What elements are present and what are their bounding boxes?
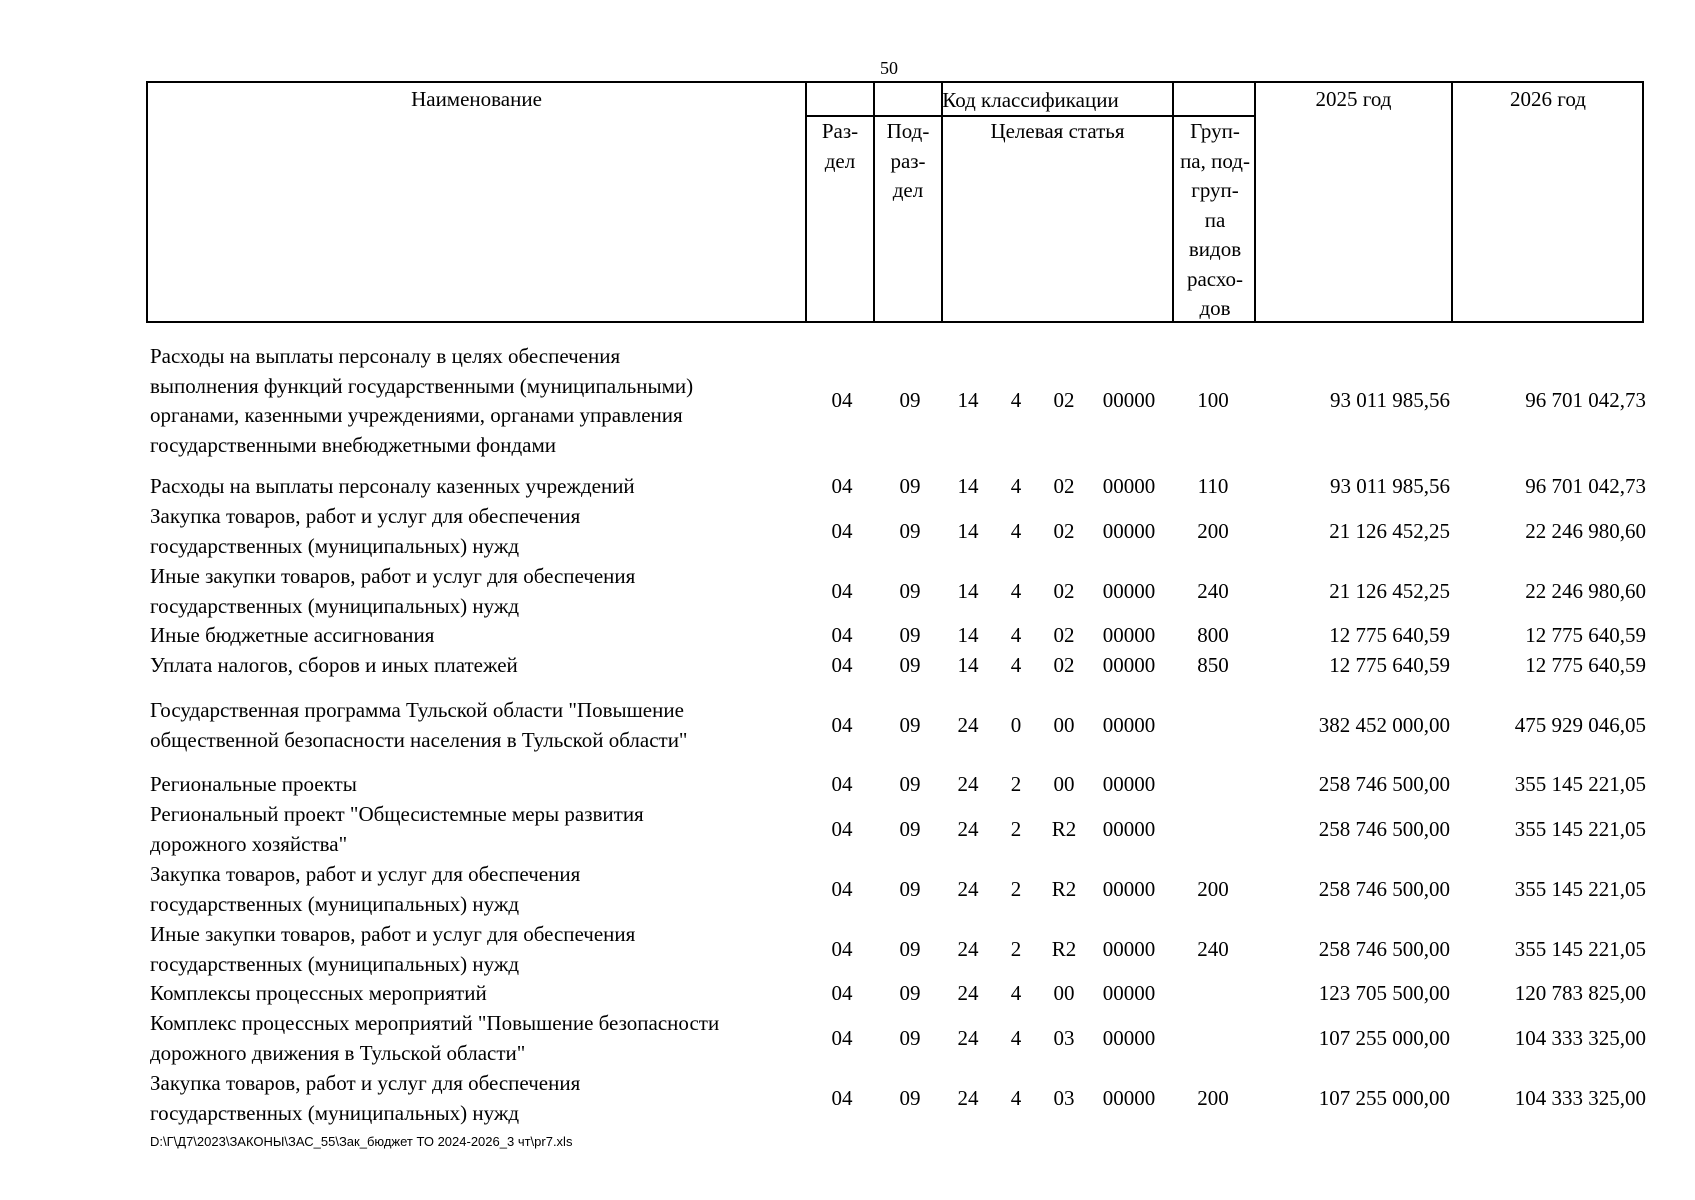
cell-target-article-2: 4 <box>1010 652 1022 677</box>
cell-2025: 258 746 500,00 <box>1318 816 1450 841</box>
cell-podrazdel: 09 <box>899 771 921 796</box>
cell-target-article-3: 03 <box>1053 1025 1075 1050</box>
cell-target-article-2: 4 <box>1010 1085 1022 1110</box>
cell-target-article-2: 2 <box>1010 816 1022 841</box>
cell-podrazdel: 09 <box>899 622 921 647</box>
cell-2026: 355 145 221,05 <box>1514 936 1646 961</box>
cell-razdel: 04 <box>831 518 853 543</box>
page-number: 50 <box>880 58 898 78</box>
header-year-2026: 2026 год <box>1510 87 1586 111</box>
cell-2026: 475 929 046,05 <box>1514 712 1646 737</box>
cell-name: Иные бюджетные ассигнования <box>150 623 435 647</box>
cell-target-article-1: 24 <box>957 980 979 1005</box>
cell-2025: 21 126 452,25 <box>1329 518 1450 543</box>
cell-2025: 258 746 500,00 <box>1318 876 1450 901</box>
cell-2025: 12 775 640,59 <box>1329 622 1450 647</box>
cell-target-article-4: 00000 <box>1102 1025 1156 1050</box>
cell-group: 240 <box>1197 936 1229 961</box>
cell-target-article-4: 00000 <box>1102 712 1156 737</box>
cell-2025: 258 746 500,00 <box>1318 771 1450 796</box>
cell-2026: 96 701 042,73 <box>1525 388 1646 412</box>
cell-razdel: 04 <box>831 1085 853 1110</box>
cell-target-article-4: 00000 <box>1102 876 1156 901</box>
cell-target-article-3: 02 <box>1053 388 1075 412</box>
cell-razdel: 04 <box>831 1025 853 1050</box>
cell-target-article-1: 24 <box>957 876 979 901</box>
cell-podrazdel: 09 <box>899 816 921 841</box>
cell-target-article-3: 00 <box>1053 980 1075 1005</box>
cell-target-article-1: 24 <box>957 712 979 737</box>
cell-target-article-1: 14 <box>957 473 979 498</box>
cell-name: Расходы на выплаты персоналу в целях обеспечения выполнения функций государственными (муниципальными) органами, казенными учреждениями, органами управления государственными внебюджетными фондами <box>150 344 694 457</box>
cell-2026: 22 246 980,60 <box>1525 518 1646 543</box>
cell-razdel: 04 <box>831 388 853 412</box>
cell-podrazdel: 09 <box>899 473 921 498</box>
cell-2026: 104 333 325,00 <box>1514 1025 1646 1050</box>
header-target-article: Целевая статья <box>990 119 1125 143</box>
cell-name: Комплекс процессных мероприятий "Повышение безопасности дорожного движения в Тульской области" <box>150 1011 720 1065</box>
cell-razdel: 04 <box>831 876 853 901</box>
cell-podrazdel: 09 <box>899 936 921 961</box>
header-code-classification: Код классификации <box>942 88 1119 112</box>
cell-2025: 123 705 500,00 <box>1318 980 1450 1005</box>
cell-target-article-4: 00000 <box>1102 652 1156 677</box>
cell-target-article-1: 24 <box>957 1025 979 1050</box>
cell-target-article-4: 00000 <box>1102 388 1156 412</box>
cell-2026: 120 783 825,00 <box>1514 980 1646 1005</box>
cell-target-article-4: 00000 <box>1102 622 1156 647</box>
cell-2025: 382 452 000,00 <box>1318 712 1450 737</box>
cell-name: Иные закупки товаров, работ и услуг для обеспечения государственных (муниципальных) нужд <box>150 564 636 618</box>
cell-razdel: 04 <box>831 712 853 737</box>
cell-target-article-3: R2 <box>1051 936 1077 961</box>
cell-target-article-2: 4 <box>1010 980 1022 1005</box>
cell-razdel: 04 <box>831 652 853 677</box>
cell-target-article-4: 00000 <box>1102 578 1156 603</box>
cell-2025: 21 126 452,25 <box>1329 578 1450 603</box>
cell-group: 200 <box>1197 518 1229 543</box>
cell-target-article-4: 00000 <box>1102 936 1156 961</box>
cell-name: Иные закупки товаров, работ и услуг для обеспечения государственных (муниципальных) нужд <box>150 922 636 976</box>
cell-name: Комплексы процессных мероприятий <box>150 981 487 1005</box>
cell-2026: 355 145 221,05 <box>1514 876 1646 901</box>
cell-target-article-1: 24 <box>957 936 979 961</box>
cell-target-article-4: 00000 <box>1102 816 1156 841</box>
cell-group: 200 <box>1197 876 1229 901</box>
header-razdel: Раз- дел <box>821 119 859 173</box>
cell-target-article-2: 4 <box>1010 578 1022 603</box>
cell-2026: 96 701 042,73 <box>1525 473 1646 498</box>
cell-razdel: 04 <box>831 578 853 603</box>
cell-target-article-3: 02 <box>1053 578 1075 603</box>
cell-target-article-2: 4 <box>1010 518 1022 543</box>
cell-target-article-3: 02 <box>1053 652 1075 677</box>
cell-razdel: 04 <box>831 473 853 498</box>
cell-target-article-3: R2 <box>1051 876 1077 901</box>
cell-podrazdel: 09 <box>899 876 921 901</box>
cell-target-article-2: 4 <box>1010 1025 1022 1050</box>
cell-2025: 107 255 000,00 <box>1318 1025 1450 1050</box>
cell-target-article-1: 14 <box>957 652 979 677</box>
header-year-2025: 2025 год <box>1315 87 1392 111</box>
cell-target-article-2: 2 <box>1010 876 1022 901</box>
cell-target-article-2: 0 <box>1010 712 1022 737</box>
cell-razdel: 04 <box>831 980 853 1005</box>
cell-target-article-1: 14 <box>957 518 979 543</box>
cell-podrazdel: 09 <box>899 980 921 1005</box>
cell-target-article-3: 00 <box>1053 771 1075 796</box>
cell-name: Региональные проекты <box>150 772 357 796</box>
cell-target-article-3: 03 <box>1053 1085 1075 1110</box>
cell-target-article-3: 00 <box>1053 712 1075 737</box>
cell-target-article-3: 02 <box>1053 473 1075 498</box>
cell-2026: 355 145 221,05 <box>1514 771 1646 796</box>
cell-name: Государственная программа Тульской области "Повышение общественной безопасности населения в Тульской области" <box>150 698 688 752</box>
cell-target-article-1: 14 <box>957 578 979 603</box>
cell-2026: 355 145 221,05 <box>1514 816 1646 841</box>
cell-target-article-3: 02 <box>1053 518 1075 543</box>
cell-target-article-1: 24 <box>957 1085 979 1110</box>
cell-2026: 12 775 640,59 <box>1525 652 1646 677</box>
header-name: Наименование <box>411 87 542 111</box>
cell-razdel: 04 <box>831 771 853 796</box>
cell-group: 800 <box>1197 622 1229 647</box>
cell-2026: 12 775 640,59 <box>1525 622 1646 647</box>
cell-target-article-1: 14 <box>957 388 979 412</box>
cell-name: Региональный проект "Общесистемные меры развития дорожного хозяйства" <box>150 802 644 856</box>
cell-2025: 258 746 500,00 <box>1318 936 1450 961</box>
cell-name: Закупка товаров, работ и услуг для обеспечения государственных (муниципальных) нужд <box>150 862 581 916</box>
cell-group: 240 <box>1197 578 1229 603</box>
cell-2025: 93 011 985,56 <box>1330 388 1450 412</box>
cell-target-article-2: 2 <box>1010 771 1022 796</box>
cell-target-article-3: 02 <box>1053 622 1075 647</box>
cell-target-article-1: 14 <box>957 622 979 647</box>
cell-razdel: 04 <box>831 936 853 961</box>
cell-group: 110 <box>1197 473 1229 498</box>
cell-target-article-2: 4 <box>1010 622 1022 647</box>
cell-podrazdel: 09 <box>899 1025 921 1050</box>
cell-name: Закупка товаров, работ и услуг для обеспечения государственных (муниципальных) нужд <box>150 1071 581 1125</box>
file-path: D:\Г\Д7\2023\ЗАКОНЫ\ЗАС_55\Зак_бюджет ТО 2024-2026_3 чт\pr7.xls <box>150 1134 573 1149</box>
cell-razdel: 04 <box>831 622 853 647</box>
cell-razdel: 04 <box>831 816 853 841</box>
cell-2026: 22 246 980,60 <box>1525 578 1646 603</box>
cell-target-article-4: 00000 <box>1102 473 1156 498</box>
cell-target-article-4: 00000 <box>1102 1085 1156 1110</box>
header-group: Груп- па, под- груп- па видов расхо- дов <box>1180 119 1250 320</box>
cell-2026: 104 333 325,00 <box>1514 1085 1646 1110</box>
cell-podrazdel: 09 <box>899 388 921 412</box>
cell-target-article-2: 4 <box>1010 473 1022 498</box>
cell-target-article-1: 24 <box>957 816 979 841</box>
cell-target-article-4: 00000 <box>1102 771 1156 796</box>
cell-name: Закупка товаров, работ и услуг для обеспечения государственных (муниципальных) нужд <box>150 504 581 558</box>
cell-target-article-4: 00000 <box>1102 980 1156 1005</box>
cell-target-article-4: 00000 <box>1102 518 1156 543</box>
cell-name: Уплата налогов, сборов и иных платежей <box>150 653 518 677</box>
cell-target-article-2: 4 <box>1010 388 1022 412</box>
cell-name: Расходы на выплаты персоналу казенных учреждений <box>150 474 635 498</box>
cell-target-article-1: 24 <box>957 771 979 796</box>
divider <box>1451 83 1453 321</box>
cell-target-article-3: R2 <box>1051 816 1077 841</box>
cell-podrazdel: 09 <box>899 518 921 543</box>
cell-2025: 12 775 640,59 <box>1329 652 1450 677</box>
cell-podrazdel: 09 <box>899 712 921 737</box>
cell-2025: 107 255 000,00 <box>1318 1085 1450 1110</box>
cell-podrazdel: 09 <box>899 578 921 603</box>
cell-podrazdel: 09 <box>899 652 921 677</box>
header-podrazdel: Под- раз- дел <box>886 119 930 202</box>
cell-podrazdel: 09 <box>899 1085 921 1110</box>
table-header <box>146 81 1644 323</box>
cell-group: 200 <box>1197 1085 1229 1110</box>
cell-group: 850 <box>1197 652 1229 677</box>
cell-2025: 93 011 985,56 <box>1330 473 1450 498</box>
cell-group: 100 <box>1197 388 1229 412</box>
cell-target-article-2: 2 <box>1010 936 1022 961</box>
